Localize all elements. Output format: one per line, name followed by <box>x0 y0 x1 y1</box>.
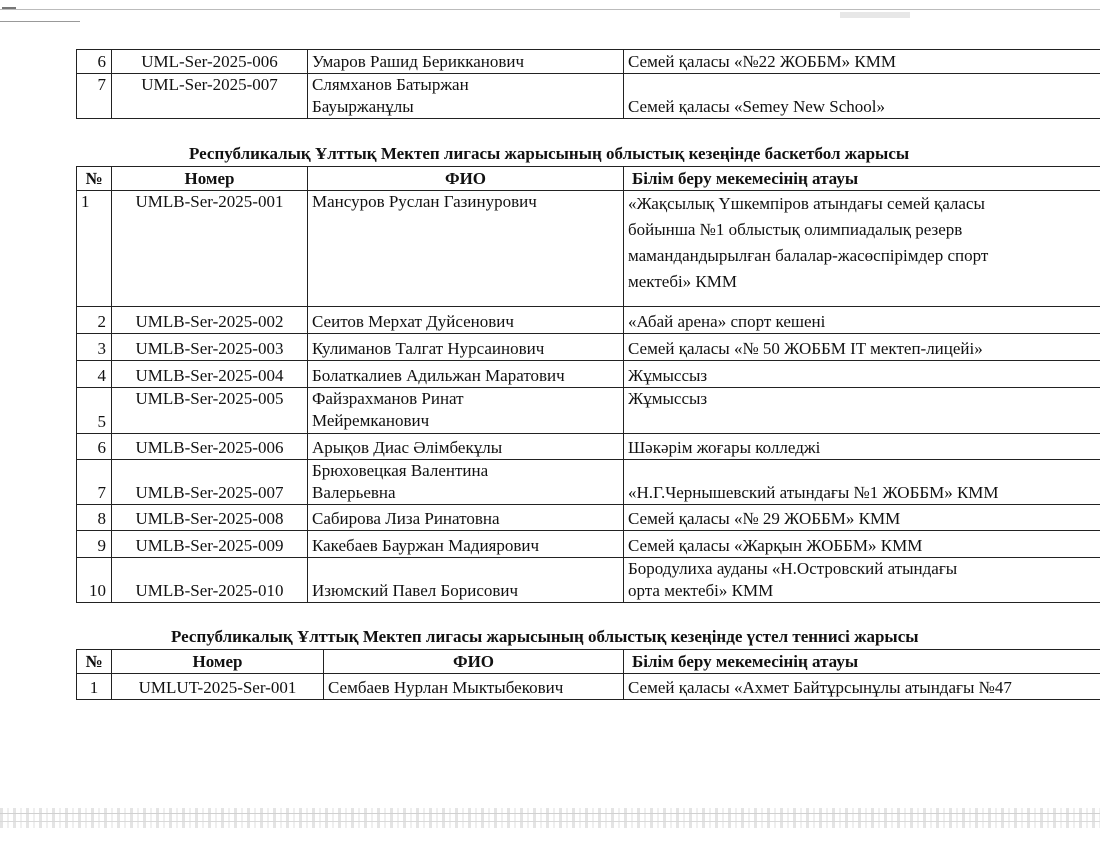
table-row <box>77 307 1100 334</box>
participant-id: UMLB-Ser-2025-009 <box>112 531 308 558</box>
row-number: 9 <box>77 531 112 558</box>
row-number: 5 <box>77 388 112 434</box>
header-number: № <box>77 650 112 674</box>
organization-name: «Н.Г.Чернышевский атындағы №1 ЖОББМ» КММ <box>624 460 1100 505</box>
organization-name <box>624 191 1100 307</box>
row-number: 7 <box>77 74 112 119</box>
table-row <box>77 434 1100 460</box>
row-number: 10 <box>77 558 112 603</box>
org-line: «Жақсылық Үшкемпіров атындағы семей қаласы <box>628 194 985 213</box>
table-row <box>77 50 1100 74</box>
organization-name: Семей қаласы «№22 ЖОББМ» КММ <box>624 50 1100 74</box>
organization-name <box>624 558 1100 603</box>
row-number: 8 <box>77 505 112 531</box>
participant-id: UMLB-Ser-2025-002 <box>112 307 308 334</box>
header-number: № <box>77 167 112 191</box>
participant-id: UMLB-Ser-2025-003 <box>112 334 308 361</box>
header-name: ФИО <box>324 650 624 674</box>
scan-mark <box>2 7 16 15</box>
participant-name: Арықов Диас Әлімбекұлы <box>308 434 624 460</box>
name-line: Бауыржанұлы <box>312 97 414 116</box>
org-line: орта мектебі» КММ <box>628 581 774 600</box>
participant-id: UMLB-Ser-2025-001 <box>112 191 308 307</box>
scan-smudge <box>840 12 910 18</box>
org-line: мамандандырылған балалар-жасөспірімдер спорт <box>628 246 989 265</box>
organization-name: Шәкәрім жоғары колледжі <box>624 434 1100 460</box>
name-line: Валерьевна <box>312 483 396 502</box>
participant-name: Сабирова Лиза Ринатовна <box>308 505 624 531</box>
scan-top-edge <box>0 9 1100 24</box>
table-header-row <box>77 167 1100 191</box>
organization-name: Семей қаласы «Semey New School» <box>624 74 1100 119</box>
participant-name: Изюмский Павел Борисович <box>308 558 624 603</box>
organization-name: «Абай арена» спорт кешені <box>624 307 1100 334</box>
participant-id: UMLB-Ser-2025-005 <box>112 388 308 434</box>
table-header-row <box>77 650 1100 674</box>
participant-id: UMLB-Ser-2025-010 <box>112 558 308 603</box>
participant-name: Кулиманов Талгат Нурсаинович <box>308 334 624 361</box>
name-line: Мейремканович <box>312 411 430 430</box>
participant-name <box>308 460 624 505</box>
table-row <box>77 460 1100 505</box>
organization-name: Семей қаласы «№ 50 ЖОББМ IT мектеп-лицейі» <box>624 334 1100 361</box>
participant-id: UMLB-Ser-2025-006 <box>112 434 308 460</box>
participant-name: Болаткалиев Адильжан Маратович <box>308 361 624 388</box>
org-line: мектебі» КММ <box>628 272 738 291</box>
table-row <box>77 334 1100 361</box>
organization-name: Жұмыссыз <box>624 388 1100 434</box>
name-line: Слямханов Батыржан <box>312 75 469 94</box>
participant-name: Какебаев Бауржан Мадиярович <box>308 531 624 558</box>
scan-line <box>0 21 80 22</box>
table-row <box>77 505 1100 531</box>
org-line: бойынша №1 облыстық олимпиадалық резерв <box>628 220 963 239</box>
org-line: Бородулиха ауданы «Н.Островский атындағы <box>628 559 958 578</box>
organization-name: Семей қаласы «№ 29 ЖОББМ» КММ <box>624 505 1100 531</box>
organization-name: Семей қаласы «Ахмет Байтұрсынұлы атындағы №47 <box>624 674 1100 700</box>
participant-name: Мансуров Руслан Газинурович <box>308 191 624 307</box>
scan-bottom-edge <box>0 808 1100 828</box>
participant-id: UMLUT-2025-Ser-001 <box>112 674 324 700</box>
continued-participants-table <box>76 49 1100 119</box>
table-row <box>77 191 1100 307</box>
header-id: Номер <box>112 650 324 674</box>
name-line: Брюховецкая Валентина <box>312 461 489 480</box>
table-tennis-participants-table <box>76 649 1100 700</box>
participant-name <box>308 74 624 119</box>
basketball-participants-table <box>76 166 1100 603</box>
participant-name: Сеитов Мерхат Дуйсенович <box>308 307 624 334</box>
participant-name: Умаров Рашид Берикканович <box>308 50 624 74</box>
table-row <box>77 361 1100 388</box>
table-row <box>77 531 1100 558</box>
participant-id: UML-Ser-2025-007 <box>112 74 308 119</box>
participant-id: UMLB-Ser-2025-007 <box>112 460 308 505</box>
row-number: 1 <box>77 674 112 700</box>
table-row <box>77 388 1100 434</box>
header-name: ФИО <box>308 167 624 191</box>
row-number: 2 <box>77 307 112 334</box>
participant-id: UML-Ser-2025-006 <box>112 50 308 74</box>
table-row <box>77 558 1100 603</box>
table-tennis-section-title: Республикалық Ұлттық Мектеп лигасы жарысының облыстық кезеңінде үстел теннисі жарысы <box>171 627 919 646</box>
scan-line <box>0 813 1100 814</box>
organization-name: Семей қаласы «Жарқын ЖОББМ» КММ <box>624 531 1100 558</box>
header-organization: Білім беру мекемесінің атауы <box>624 167 1100 191</box>
row-number: 1 <box>77 191 112 307</box>
row-number: 7 <box>77 460 112 505</box>
row-number: 4 <box>77 361 112 388</box>
scan-line <box>0 821 1100 822</box>
participant-id: UMLB-Ser-2025-004 <box>112 361 308 388</box>
row-number: 6 <box>77 434 112 460</box>
participant-id: UMLB-Ser-2025-008 <box>112 505 308 531</box>
header-organization: Білім беру мекемесінің атауы <box>624 650 1100 674</box>
table-row <box>77 674 1100 700</box>
participant-name: Сембаев Нурлан Мыктыбекович <box>324 674 624 700</box>
name-line: Файзрахманов Ринат <box>312 389 464 408</box>
row-number: 6 <box>77 50 112 74</box>
row-number: 3 <box>77 334 112 361</box>
table-row <box>77 74 1100 119</box>
basketball-section-title: Республикалық Ұлттық Мектеп лигасы жарысының облыстық кезеңінде баскетбол жарысы <box>189 144 910 163</box>
participant-name <box>308 388 624 434</box>
organization-name: Жұмыссыз <box>624 361 1100 388</box>
header-id: Номер <box>112 167 308 191</box>
